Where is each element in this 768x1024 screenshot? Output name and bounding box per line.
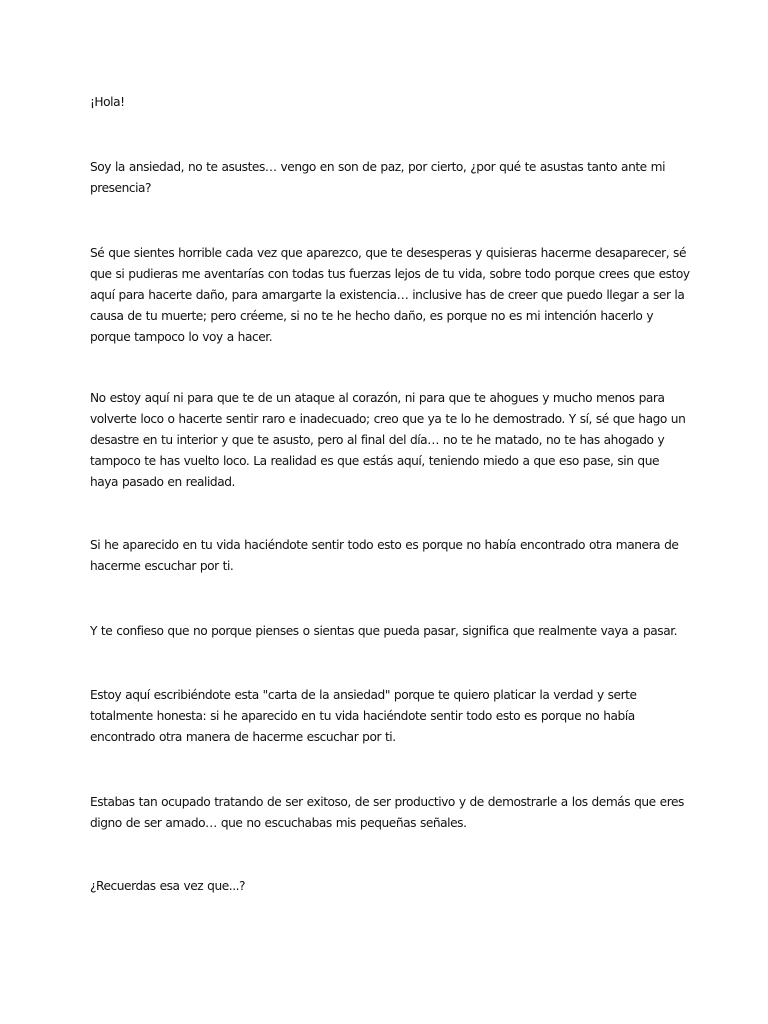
body-paragraph: Estabas tan ocupado tratando de ser exitoso, de ser productivo y de demostrarle a los demás que eres digno de ser amado… que no escuchabas mis pequeñas señales. — [90, 795, 684, 830]
body-paragraph: Soy la ansiedad, no te asustes… vengo en son de paz, por cierto, ¿por qué te asustas tanto ante mi presencia? — [90, 160, 666, 195]
body-paragraph: No estoy aquí ni para que te de un ataque al corazón, ni para que te ahogues y mucho menos para volverte loco o hacerte sentir raro e inadecuado; creo que ya te lo he demostrado. Y sí, sé que hago un desastre en tu interior y que te asusto, pero al final del día… no te he matado, no te has ahogado y tampoco te has vuelto loco. La realidad es que estás aquí, teniendo miedo a que eso pase, sin que haya pasado en realidad. — [90, 391, 686, 489]
body-paragraph: Si he aparecido en tu vida haciéndote sentir todo esto es porque no había encontrado otra manera de hacerme escuchar por ti. — [90, 538, 679, 573]
body-paragraph: Estoy aquí escribiéndote esta "carta de la ansiedad" porque te quiero platicar la verdad y serte totalmente honesta: si he aparecido en tu vida haciéndote sentir todo esto es porque no había encontrado otra manera de hacerme escuchar por ti. — [90, 688, 637, 744]
greeting-paragraph: ¡Hola! — [90, 95, 125, 109]
closing-question-paragraph: ¿Recuerdas esa vez que...? — [90, 879, 246, 893]
body-paragraph: Sé que sientes horrible cada vez que aparezco, que te desesperas y quisieras hacerme desaparecer, sé que si pudieras me aventarías con todas tus fuerzas lejos de tu vida, sobre todo porque crees que estoy aquí para hacerte daño, para amargarte la existencia… inclusive has de creer que puedo llegar a ser la causa de tu muerte; pero créeme, si no te he hecho daño, es porque no es mi intención hacerlo y porque tampoco lo voy a hacer. — [90, 246, 690, 344]
body-paragraph: Y te confieso que no porque pienses o sientas que pueda pasar, significa que realmente vaya a pasar. — [90, 624, 678, 638]
